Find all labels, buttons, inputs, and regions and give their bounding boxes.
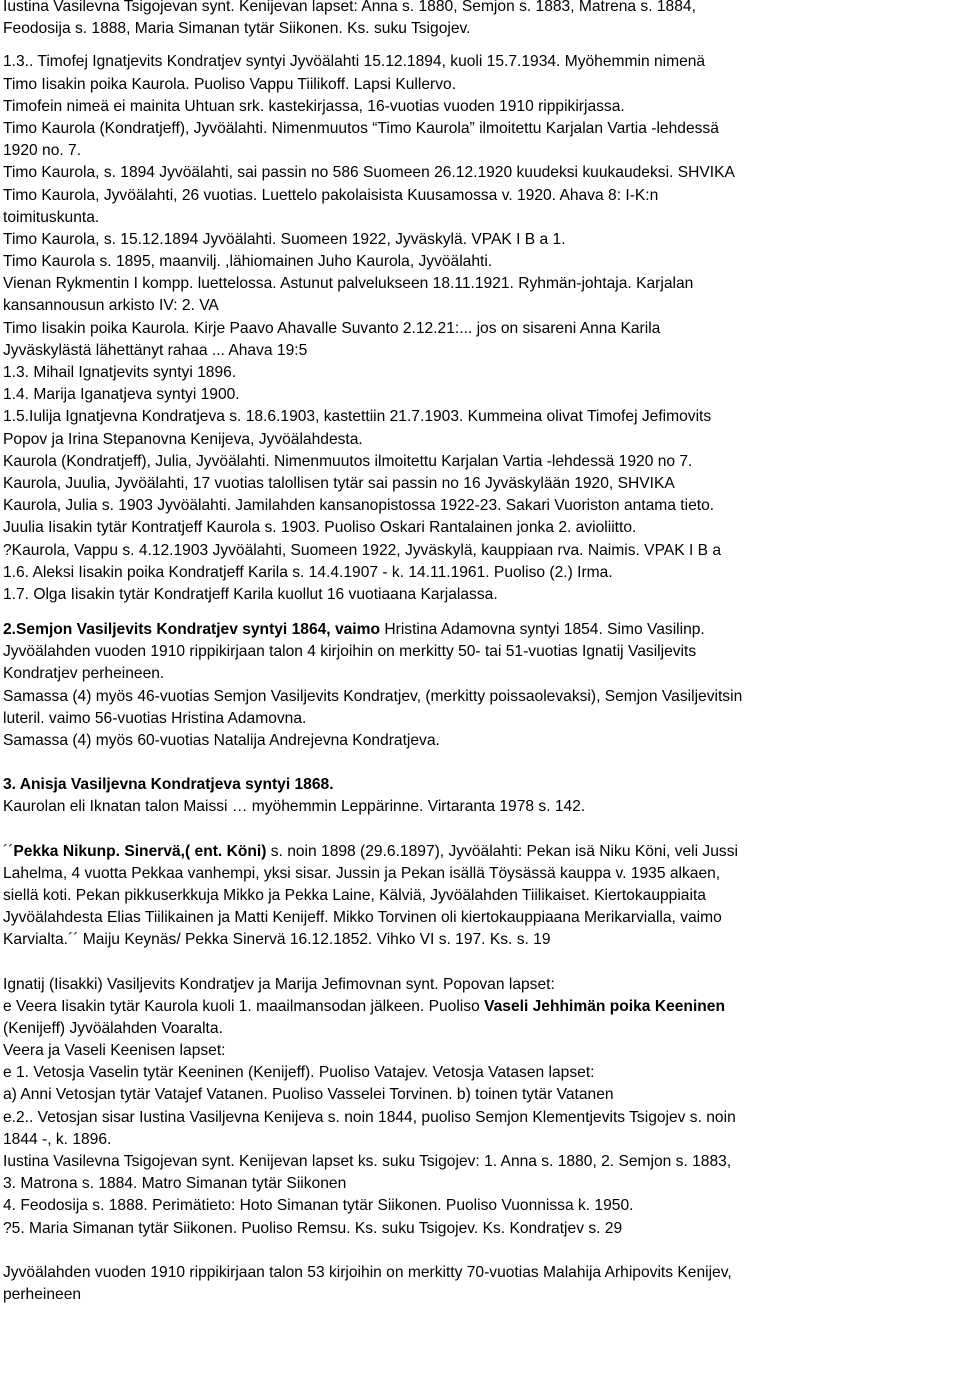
text-line (3, 495, 960, 517)
text-run: kansannousun arkisto IV: 2. VA (3, 297, 219, 315)
bold-text: 2.Semjon Vasiljevits Kondratjev syntyi 1864, vaimo (3, 621, 381, 639)
text-line (3, 251, 960, 273)
text-line (3, 517, 960, 539)
text-line (3, 1062, 960, 1084)
text-run: Feodosija s. 1888, Maria Simanan tytär Siikonen. Ks. suku Tsigojev. (3, 20, 471, 38)
text-run: a) Anni Vetosjan tytär Vatajef Vatanen. Puoliso Vasselei Torvinen. b) toinen tytär Vatanen (3, 1086, 614, 1104)
text-line (3, 318, 960, 340)
text-run: perheineen (3, 1285, 82, 1303)
text-line (3, 1040, 960, 1062)
bold-text: 3. Anisja Vasiljevna Kondratjeva syntyi 1868. (3, 776, 334, 794)
text-line (3, 295, 960, 317)
text-line (3, 362, 960, 384)
text-run: Timo Kaurola (Kondratjeff), Jyvöälahti. Nimenmuutos “Timo Kaurola” ilmoitettu Karjalan Vartia -lehdessä (3, 119, 719, 137)
text-line (3, 18, 960, 40)
bold-text: Pekka Nikunp. Sinervä,( ent. Köni) (13, 842, 267, 860)
text-run: Hristina Adamovna syntyi 1854. Simo Vasilinp. (380, 621, 705, 639)
text-line (3, 796, 960, 818)
text-run: Popov ja Irina Stepanovna Kenijeva, Jyvöälahdesta. (3, 430, 363, 448)
text-line (3, 1218, 960, 1240)
text-run: e.2.. Vetosjan sisar Iustina Vasiljevna Kenijeva s. noin 1844, puoliso Semjon Klementjevits Tsigojev s. noin (3, 1108, 736, 1126)
text-line (3, 1129, 960, 1151)
text-line (3, 841, 960, 863)
text-line (3, 340, 960, 362)
text-run: Timofein nimeä ei mainita Uhtuan srk. kastekirjassa, 16-vuotias vuoden 1910 rippikirjassa. (3, 97, 625, 115)
text-line (3, 51, 960, 73)
text-run: Juulia Iisakin tytär Kontratjeff Kaurola s. 1903. Puoliso Oskari Rantalainen jonka 2. avioliitto. (3, 519, 637, 537)
text-run: Jyväskylästä lähettänyt rahaa ... Ahava 19:5 (3, 341, 308, 359)
text-run: Timo Iisakin poika Kaurola. Kirje Paavo Ahavalle Suvanto 2.12.21:... jos on sisareni Anna Karila (3, 319, 661, 337)
text-run: 1.6. Aleksi Iisakin poika Kondratjeff Karila s. 14.4.1907 - k. 14.11.1961. Puoliso (2.) Irma. (3, 563, 613, 581)
text-run: 3. Matrona s. 1884. Matro Simanan tytär Siikonen (3, 1175, 347, 1193)
text-line (3, 863, 960, 885)
text-run: ?5. Maria Simanan tytär Siikonen. Puoliso Remsu. Ks. suku Tsigojev. Ks. Kondratjev s. 29 (3, 1219, 623, 1237)
text-line (3, 1151, 960, 1173)
text-run: ?Kaurola, Vappu s. 4.12.1903 Jyvöälahti, Suomeen 1922, Jyväskylä, kauppiaan rva. Naimis. VPAK I B a (3, 541, 722, 559)
text-run: (Kenijeff) Jyvöälahden Voaralta. (3, 1019, 223, 1037)
p6 (3, 974, 960, 1240)
text-line (3, 996, 960, 1018)
text-run: Iustina Vasilevna Tsigojevan synt. Kenijevan lapset: Anna s. 1880, Semjon s. 1883, Matrena s. 1884, (3, 0, 696, 15)
text-run: 1920 no. 7. (3, 142, 82, 160)
text-run: toimituskunta. (3, 208, 100, 226)
text-line (3, 1195, 960, 1217)
text-run: Timo Kaurola, s. 15.12.1894 Jyvöälahti. Suomeen 1922, Jyväskylä. VPAK I B a 1. (3, 230, 566, 248)
text-run: Jyvöälahden vuoden 1910 rippikirjaan talon 4 kirjoihin on merkitty 50- tai 51-vuotias Ignatij Vasiljevits (3, 643, 697, 661)
text-line (3, 473, 960, 495)
text-line (3, 562, 960, 584)
text-run: 1844 -, k. 1896. (3, 1130, 112, 1148)
text-run: Kaurola, Julia s. 1903 Jyvöälahti. Jamilahden kansanopistossa 1922-23. Sakari Vuoriston antama tieto. (3, 497, 715, 515)
text-line (3, 929, 960, 951)
text-line (3, 96, 960, 118)
text-line (3, 451, 960, 473)
text-line (3, 1018, 960, 1040)
text-line (3, 0, 960, 18)
text-line (3, 406, 960, 428)
p5 (3, 841, 960, 952)
text-line (3, 1284, 960, 1306)
text-line (3, 708, 960, 730)
text-run: Timo Iisakin poika Kaurola. Puoliso Vappu Tiilikoff. Lapsi Kullervo. (3, 75, 457, 93)
text-line (3, 885, 960, 907)
p4 (3, 774, 960, 818)
text-line (3, 686, 960, 708)
text-run: Vienan Rykmentin I kompp. luettelossa. Astunut palvelukseen 18.11.1921. Ryhmän-johtaja. Karjalan (3, 275, 694, 293)
text-line (3, 229, 960, 251)
text-run: Timo Kaurola, s. 1894 Jyvöälahti, sai passin no 586 Suomeen 26.12.1920 kuudeksi kuukaudeksi. SHVIKA (3, 164, 735, 182)
p7 (3, 1262, 960, 1306)
text-run: Jyvöälahden vuoden 1910 rippikirjaan talon 53 kirjoihin on merkitty 70-vuotias Malahija Arhipovits Kenijev, (3, 1263, 732, 1281)
text-run: Ignatij (Iisakki) Vasiljevits Kondratjev ja Marija Jefimovnan synt. Popovan lapset: (3, 975, 555, 993)
text-run: siellä koti. Pekan pikkuserkkuja Mikko ja Pekka Laine, Kälviä, Jyvöälahden Tiilikaiset. Kiertokauppiaita (3, 886, 706, 904)
bold-text: Vaseli Jehhimän poika Keeninen (484, 997, 726, 1015)
text-run: e 1. Vetosja Vaselin tytär Keeninen (Kenijeff). Puoliso Vatajev. Vetosja Vatasen lapset: (3, 1064, 595, 1082)
text-line (3, 907, 960, 929)
text-line (3, 1262, 960, 1284)
text-run: 1.4. Marija Iganatjeva syntyi 1900. (3, 386, 240, 404)
text-run: 1.7. Olga Iisakin tytär Kondratjeff Karila kuollut 16 vuotiaana Karjalassa. (3, 585, 498, 603)
text-line (3, 663, 960, 685)
text-run: 4. Feodosija s. 1888. Perimätieto: Hoto Simanan tytär Siikonen. Puoliso Vuonnissa k. 1950. (3, 1197, 634, 1215)
p1 (3, 0, 960, 40)
p3 (3, 619, 960, 752)
text-line (3, 641, 960, 663)
text-run: luteril. vaimo 56-vuotias Hristina Adamovna. (3, 709, 307, 727)
text-line (3, 1084, 960, 1106)
text-run: e Veera Iisakin tytär Kaurola kuoli 1. maailmansodan jälkeen. Puoliso (3, 997, 485, 1015)
text-run: 1.3.. Timofej Ignatjevits Kondratjev syntyi Jyvöälahti 15.12.1894, kuoli 15.7.1934. Myöhemmin nimenä (3, 53, 706, 71)
text-line (3, 273, 960, 295)
text-line (3, 140, 960, 162)
text-line (3, 540, 960, 562)
text-line (3, 584, 960, 606)
text-line (3, 1107, 960, 1129)
text-run: Kondratjev perheineen. (3, 665, 165, 683)
text-line (3, 774, 960, 796)
text-run: Kaurola (Kondratjeff), Julia, Jyvöälahti. Nimenmuutos ilmoitettu Karjalan Vartia -lehdessä 1920 no 7. (3, 452, 693, 470)
text-run: Timo Kaurola s. 1895, maanvilj. ,lähiomainen Juho Kaurola, Jyvöälahti. (3, 253, 493, 271)
text-line (3, 974, 960, 996)
text-run: Timo Kaurola, Jyvöälahti, 26 vuotias. Luettelo pakolaisista Kuusamossa v. 1920. Ahava 8: I-K:n (3, 186, 659, 204)
text-line (3, 730, 960, 752)
text-run: 1.3. Mihail Ignatjevits syntyi 1896. (3, 364, 237, 381)
text-line (3, 429, 960, 451)
text-run: Karvialta.´´ Maiju Keynäs/ Pekka Sinervä 16.12.1852. Vihko VI s. 197. Ks. s. 19 (3, 931, 551, 949)
text-run: Lahelma, 4 vuotta Pekkaa vanhempi, yksi sisar. Jussin ja Pekan isällä Töysässä kauppa v. 1935 alkaen, (3, 864, 721, 882)
text-line (3, 185, 960, 207)
text-run: Kaurolan eli Iknatan talon Maissi … myöhemmin Leppärinne. Virtaranta 1978 s. 142. (3, 798, 586, 816)
text-line (3, 162, 960, 184)
text-line (3, 207, 960, 229)
text-line (3, 118, 960, 140)
text-line (3, 619, 960, 641)
text-line (3, 74, 960, 96)
p2 (3, 51, 960, 606)
text-run: Samassa (4) myös 60-vuotias Natalija Andrejevna Kondratjeva. (3, 732, 440, 749)
text-run: Samassa (4) myös 46-vuotias Semjon Vasiljevits Kondratjev, (merkitty poissaolevaksi), Semjon Vasiljevitsin (3, 687, 743, 705)
text-run: 1.5.Iulija Ignatjevna Kondratjeva s. 18.6.1903, kastettiin 21.7.1903. Kummeina olivat Timofej Jefimovits (3, 408, 712, 426)
text-run: Iustina Vasilevna Tsigojevan synt. Kenijevan lapset ks. suku Tsigojev: 1. Anna s. 1880, 2. Semjon s. 1883, (3, 1153, 732, 1170)
text-run: ´´ (3, 842, 14, 860)
text-run: Jyvöälahdesta Elias Tiilikainen ja Matti Kenijeff. Mikko Torvinen oli kiertokauppiaana Merikarvialla, vaimo (3, 909, 722, 927)
text-line (3, 384, 960, 406)
text-run: Kaurola, Juulia, Jyvöälahti, 17 vuotias talollisen tytär sai passin no 16 Jyväskylään 1920, SHVIKA (3, 474, 675, 492)
text-run: Veera ja Vaseli Keenisen lapset: (3, 1042, 226, 1060)
text-line (3, 1173, 960, 1195)
text-run: s. noin 1898 (29.6.1897), Jyvöälahti: Pekan isä Niku Köni, veli Jussi (266, 842, 738, 860)
